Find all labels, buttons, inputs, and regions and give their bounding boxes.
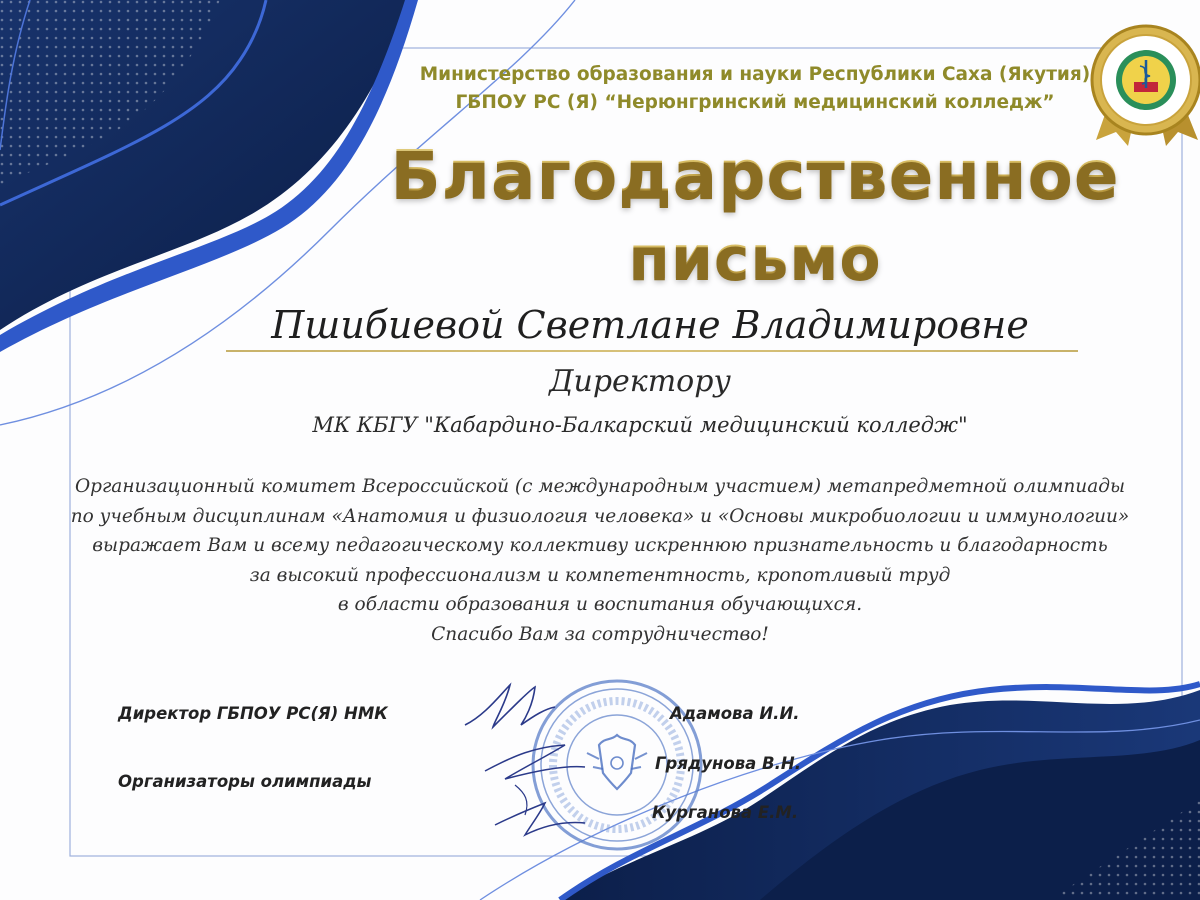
title-line-1: Благодарственное: [380, 132, 1130, 218]
recipient-underline: [226, 350, 1078, 352]
signatory-name: Адамова И.И.: [670, 704, 800, 723]
body-line: Организационный комитет Всероссийской (с международным участием) метапредметной олимпиады: [74, 476, 1126, 497]
body-line: за высокий профессионализм и компетентность, кропотливый труд: [249, 564, 951, 586]
ministry-header: Министерство образования и науки Республики Саха (Якутия): [419, 64, 1091, 85]
signatory-name: Грядунова В.Н.: [655, 754, 801, 773]
signatures-icon: [455, 675, 655, 875]
recipient-organization: МК КБГУ "Кабардино-Балкарский медицинский колледж": [312, 413, 968, 437]
college-header: ГБПОУ РС (Я) “Нерюнгринский медицинский колледж”: [455, 92, 1055, 113]
organizers-role-label: Организаторы олимпиады: [118, 772, 372, 791]
signatory-name: Курганова Е.М.: [652, 803, 799, 822]
recipient-position: Директору: [549, 364, 731, 399]
letter-body: [30, 472, 1170, 650]
title-line-2: письмо: [380, 218, 1130, 298]
body-line: по учебным дисциплинам «Анатомия и физиология человека» и «Основы микробиологии и иммунологии»: [70, 505, 1130, 527]
body-line-thanks: Спасибо Вам за сотрудничество!: [431, 623, 769, 645]
director-role-label: Директор ГБПОУ РС(Я) НМК: [118, 704, 388, 723]
body-line: в области образования и воспитания обучающихся.: [337, 594, 863, 616]
recipient-name: Пшибиевой Светлане Владимировне: [271, 303, 1029, 347]
body-line: выражает Вам и всему педагогическому коллективу искреннюю признательность и благодарность: [92, 535, 1108, 557]
